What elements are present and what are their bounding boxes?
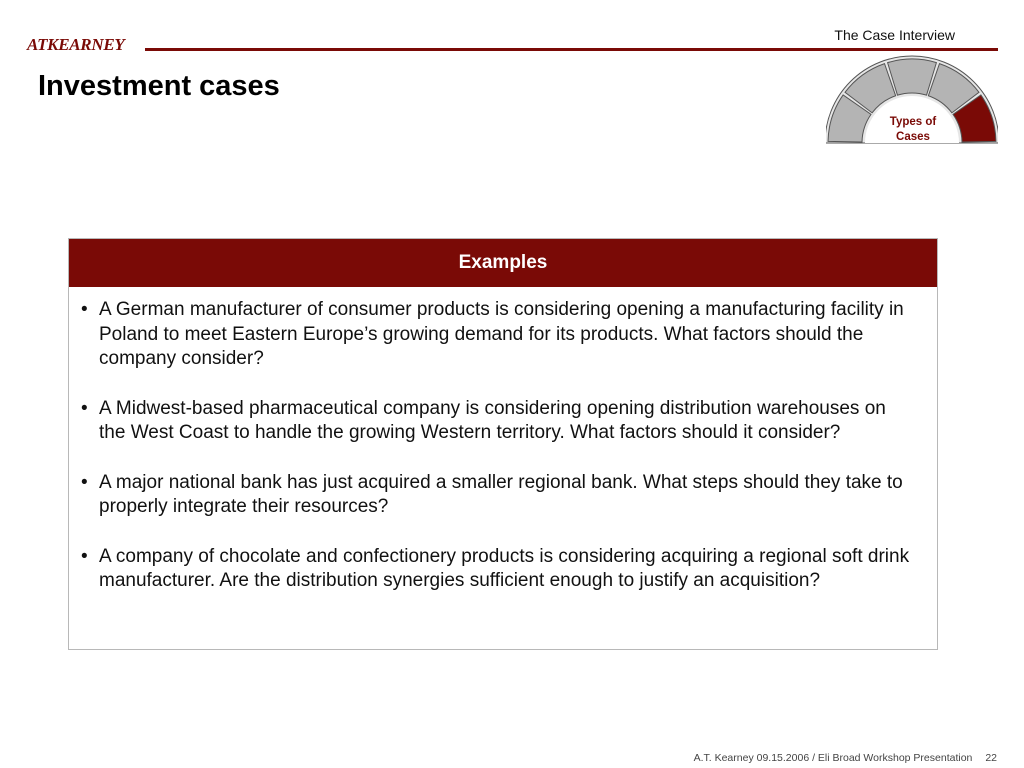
bullet-icon: • (81, 545, 88, 567)
example-text: A company of chocolate and confectionery products is considering acquiring a regional soft drink manufacturer. Are the distribution synergies sufficient enough to justify an acquisition? (99, 545, 910, 591)
bullet-icon: • (81, 397, 88, 419)
example-text: A major national bank has just acquired a smaller regional bank. What steps should they take to properly integrate their resources? (99, 471, 903, 517)
page-number: 22 (985, 752, 997, 764)
examples-panel (68, 238, 938, 650)
footer (694, 753, 997, 764)
gauge-label-line1: Types of (889, 116, 937, 128)
bullet-icon: • (81, 471, 88, 493)
examples-heading: Examples (69, 239, 937, 287)
list-item (79, 397, 917, 446)
example-text: A German manufacturer of consumer products is considering opening a manufacturing facility in Poland to meet Eastern Europe’s growing demand for its products. What factors should the company consider? (99, 299, 904, 369)
gauge-label (878, 115, 948, 145)
example-text: A Midwest-based pharmaceutical company is considering opening distribution warehouses on the West Coast to handle the growing Western territory. What factors should it consider? (99, 397, 886, 443)
company-logo: ATKEARNEY (27, 35, 125, 54)
page-title: Investment cases (38, 70, 280, 102)
section-title: The Case Interview (834, 27, 955, 43)
list-item (79, 545, 917, 594)
examples-list (69, 287, 937, 594)
bullet-icon: • (81, 299, 88, 320)
list-item (79, 471, 917, 520)
header-divider (145, 48, 998, 51)
footer-text: A.T. Kearney 09.15.2006 / Eli Broad Workshop Presentation (693, 752, 973, 764)
gauge-label-line2: Cases (896, 131, 930, 143)
list-item (79, 298, 917, 372)
